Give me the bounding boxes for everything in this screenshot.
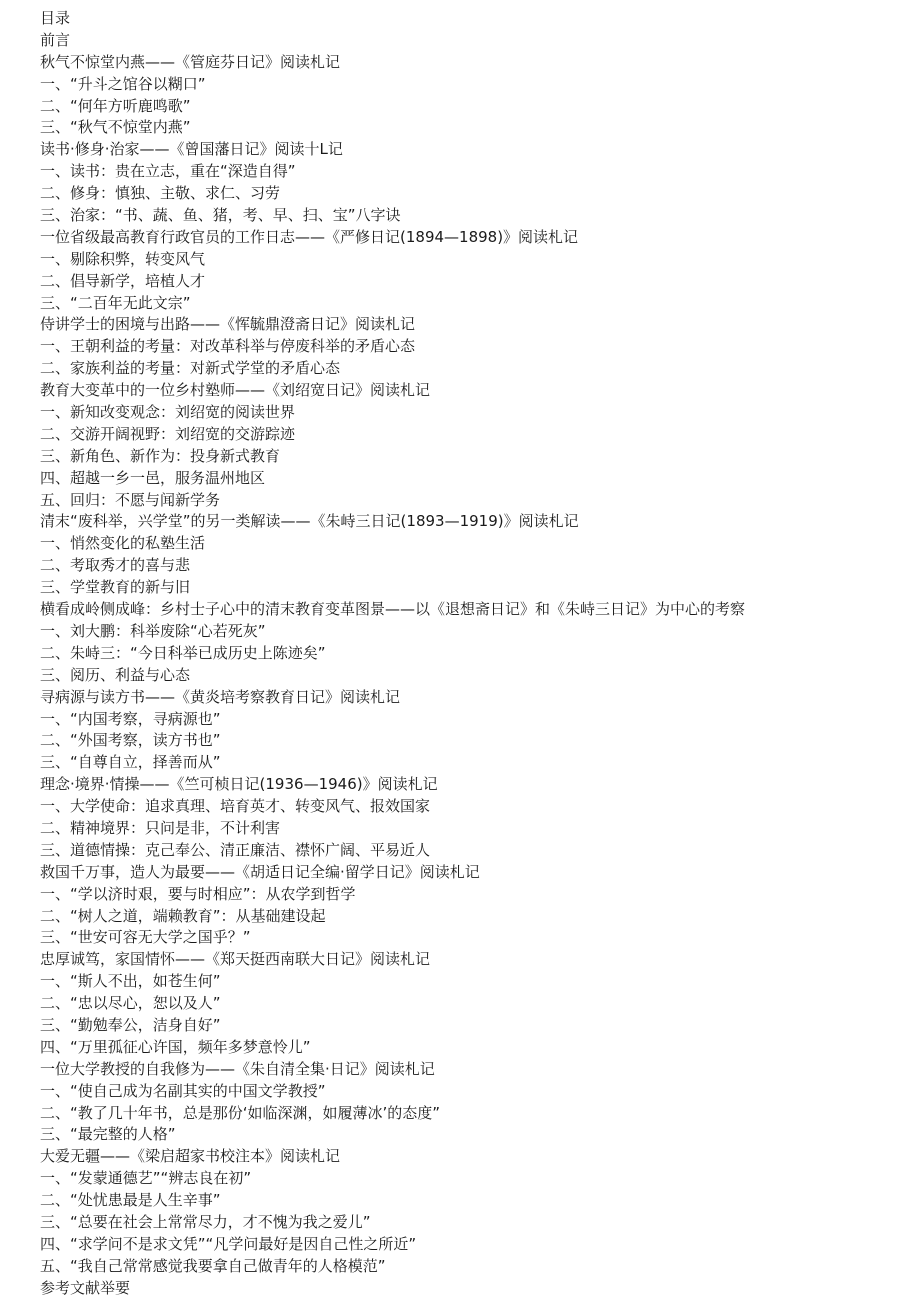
toc-entry: 一、剔除积弊，转变风气 bbox=[40, 249, 206, 268]
toc-entry: 四、超越一乡一邑，服务温州地区 bbox=[40, 468, 266, 487]
toc-entry: 二、“外国考察，读方书也” bbox=[40, 731, 221, 750]
toc-entry: 一、“发蒙通德艺”“辨志良在初” bbox=[40, 1169, 252, 1188]
toc-entry: 三、道德情操：克己奉公、清正廉洁、襟怀广阔、平易近人 bbox=[40, 840, 431, 859]
toc-entry: 一、悄然变化的私塾生活 bbox=[40, 534, 206, 553]
toc-entry: 大爱无疆——《梁启超家书校注本》阅读札记 bbox=[40, 1147, 341, 1166]
toc-entry: 三、“自尊自立，择善而从” bbox=[40, 753, 221, 772]
toc-entry: 一、刘大鹏：科举废除“心若死灰” bbox=[40, 621, 266, 640]
toc-entry: 一、“内国考察，寻病源也” bbox=[40, 709, 221, 728]
toc-entry: 五、“我自己常常感觉我要拿自己做青年的人格模范” bbox=[40, 1256, 386, 1275]
table-of-contents bbox=[40, 8, 890, 1300]
toc-entry: 二、朱峙三：“今日科举已成历史上陈迹矣” bbox=[40, 643, 326, 662]
toc-entry: 一、“学以济时艰，要与时相应”：从农学到哲学 bbox=[40, 884, 356, 903]
toc-entry: 三、学堂教育的新与旧 bbox=[40, 578, 191, 597]
toc-entry: 理念·境界·情操——《竺可桢日记(1936—1946)》阅读札记 bbox=[40, 775, 438, 794]
toc-heading: 目录 bbox=[40, 9, 71, 27]
toc-entry: 一位省级最高教育行政官员的工作日志——《严修日记(1894—1898)》阅读札记 bbox=[40, 227, 579, 246]
toc-entry: 二、精神境界：只问是非，不计利害 bbox=[40, 818, 281, 837]
toc-entry: 二、家族利益的考量：对新式学堂的矛盾心态 bbox=[40, 359, 341, 378]
toc-entry: 二、“忠以尽心，恕以及人” bbox=[40, 994, 221, 1013]
toc-entry: 二、“何年方听鹿鸣歌” bbox=[40, 96, 191, 115]
toc-entry: 读书·修身·治家——《曾国藩日记》阅读十L记 bbox=[40, 140, 343, 159]
toc-entry: 三、阅历、利益与心态 bbox=[40, 665, 191, 684]
toc-entry: 秋气不惊堂内燕——《管庭芬日记》阅读札记 bbox=[40, 52, 341, 71]
toc-entry: 三、治家：“书、蔬、鱼、猪，考、早、扫、宝”八字诀 bbox=[40, 206, 401, 225]
toc-entry: 忠厚诚笃，家国情怀——《郑天挺西南联大日记》阅读札记 bbox=[40, 950, 431, 969]
toc-entry: 一位大学教授的自我修为——《朱自清全集·日记》阅读札记 bbox=[40, 1059, 435, 1078]
toc-entry: 一、大学使命：追求真理、培育英才、转变风气、报效国家 bbox=[40, 797, 431, 816]
toc-entry: 前言 bbox=[40, 30, 71, 49]
toc-entry: 三、“勤勉奉公，洁身自好” bbox=[40, 1015, 221, 1034]
toc-entry: 横看成岭侧成峰：乡村士子心中的清末教育变革图景——以《退想斋日记》和《朱峙三日记》为中心的考察 bbox=[40, 600, 746, 619]
toc-entry: 三、新角色、新作为：投身新式教育 bbox=[40, 446, 281, 465]
toc-entry: 救国千万事，造人为最要——《胡适日记全编·留学日记》阅读札记 bbox=[40, 862, 480, 881]
toc-entry: 一、“使自己成为名副其实的中国文学教授” bbox=[40, 1081, 326, 1100]
toc-entry: 三、“二百年无此文宗” bbox=[40, 293, 191, 312]
toc-entry: 三、“秋气不惊堂内燕” bbox=[40, 118, 191, 137]
toc-entry: 二、“树人之道，端赖教育”：从基础建设起 bbox=[40, 906, 326, 925]
toc-entry: 一、“升斗之馆谷以糊口” bbox=[40, 74, 206, 93]
toc-entry: 寻病源与读方书——《黄炎培考察教育日记》阅读札记 bbox=[40, 687, 401, 706]
toc-entry: 二、“处忧患最是人生辛事” bbox=[40, 1191, 221, 1210]
toc-entry: 二、“教了几十年书，总是那份‘如临深渊，如履薄冰’的态度” bbox=[40, 1103, 441, 1122]
toc-entry: 四、“求学问不是求文凭”“凡学问最好是因自己性之所近” bbox=[40, 1234, 417, 1253]
toc-entry: 二、交游开阔视野：刘绍宽的交游踪迹 bbox=[40, 424, 296, 443]
toc-entry: 一、读书：贵在立志，重在“深造自得” bbox=[40, 162, 296, 181]
toc-entry: 一、王朝利益的考量：对改革科举与停废科举的矛盾心态 bbox=[40, 337, 416, 356]
toc-entry: 三、“最完整的人格” bbox=[40, 1125, 176, 1144]
toc-entry: 五、回归：不愿与闻新学务 bbox=[40, 490, 221, 509]
toc-entry: 三、“世安可容无大学之国乎？” bbox=[40, 928, 251, 947]
toc-entry: 二、修身：慎独、主敬、求仁、习劳 bbox=[40, 184, 281, 203]
toc-entry: 一、新知改变观念：刘绍宽的阅读世界 bbox=[40, 403, 296, 422]
toc-entry: 参考文献举要 bbox=[40, 1278, 131, 1297]
toc-entry: 四、“万里孤征心许国，频年多梦意怜儿” bbox=[40, 1037, 311, 1056]
toc-entry: 二、倡导新学，培植人才 bbox=[40, 271, 206, 290]
toc-entry: 侍讲学士的困境与出路——《恽毓鼎澄斋日记》阅读札记 bbox=[40, 315, 416, 334]
toc-entry: 教育大变革中的一位乡村塾师——《刘绍宽日记》阅读札记 bbox=[40, 381, 431, 400]
toc-entry: 一、“斯人不出，如苍生何” bbox=[40, 972, 221, 991]
toc-entry: 清末“废科举，兴学堂”的另一类解读——《朱峙三日记(1893—1919)》阅读札记 bbox=[40, 512, 579, 531]
toc-entry: 二、考取秀才的喜与悲 bbox=[40, 556, 191, 575]
toc-entry: 三、“总要在社会上常常尽力，才不愧为我之爱儿” bbox=[40, 1212, 371, 1231]
